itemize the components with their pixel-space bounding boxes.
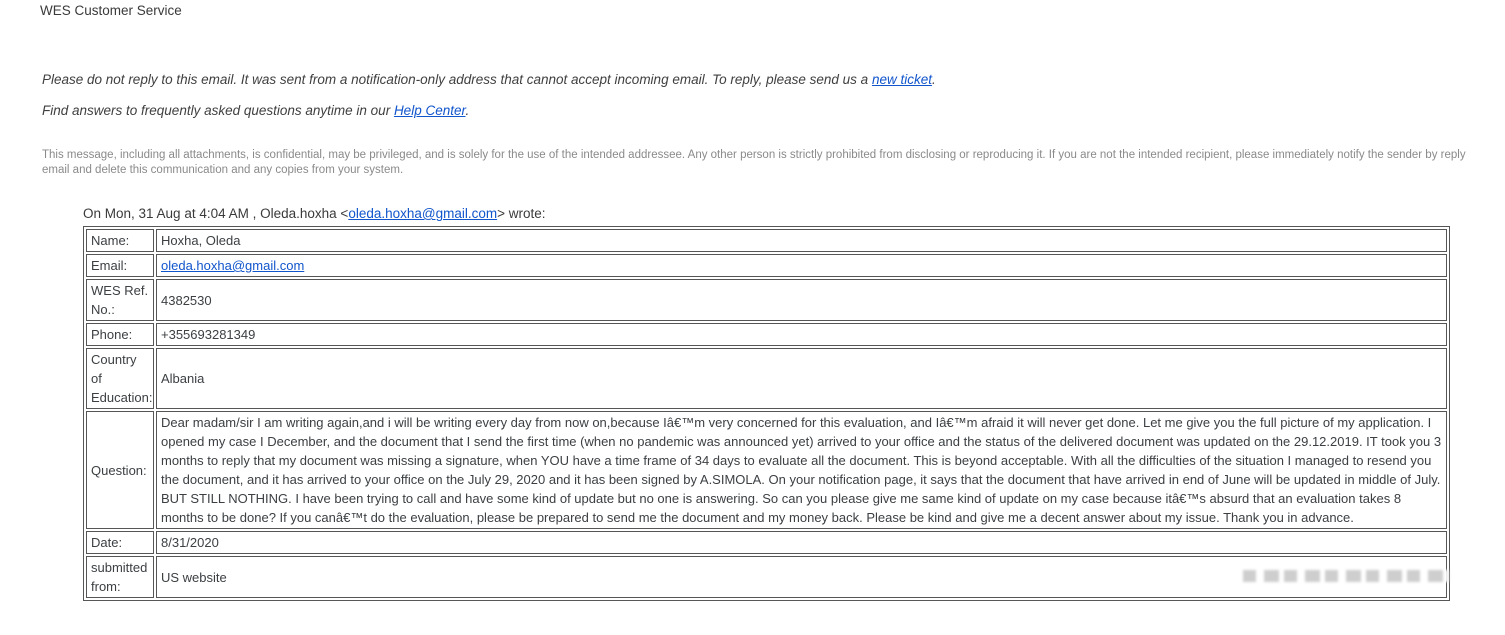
notice-line-2 bbox=[40, 103, 1505, 119]
row-value: Dear madam/sir I am writing again,and i will be writing every day from now on,because Iâ€™m very concerned for this evaluation, and Iâ€™m afraid it will never get done. Let me give you the full picture of my application. I opened my case I December, and the document that I send the first time (when no pandemic was announced yet) arrived to your office and the status of the delivered document was updated on the 29.12.2019. IT took you 3 months to reply that my document was missing a signature, when YOU have a time frame of 34 days to evaluate all the document. This is beyond acceptable. With all the difficulties of the situation I managed to resend you the document, and it has arrived to your office on the July 29, 2020 and it has been signed by A.SIMOLA. On your notification page, it says that the document that have arrived in end of June will be updated in middle of July. BUT STILL NOTHING. I have been trying to call and have some kind of update but no one is answering. So can you please give me same kind of update on my case because itâ€™s absurd that an evaluation takes 8 months to be done? If you canâ€™t do the evaluation, please be prepared to send me the document and my money back. Please be kind and give me a decent answer about my issue. Thank you in advance. bbox=[156, 411, 1447, 529]
table-row bbox=[86, 411, 1447, 529]
row-label: WES Ref. No.: bbox=[86, 279, 154, 321]
ticket-table-body bbox=[86, 229, 1447, 598]
table-row bbox=[86, 323, 1447, 346]
row-value: 4382530 bbox=[156, 279, 1447, 321]
notice-line-1-text: Please do not reply to this email. It was sent from a notification-only address that cannot accept incoming email. To reply, please send us a bbox=[42, 72, 872, 87]
row-value bbox=[156, 254, 1447, 277]
new-ticket-link[interactable]: new ticket bbox=[871, 72, 932, 87]
row-value: US website bbox=[156, 556, 1447, 598]
confidentiality-disclaimer: This message, including all attachments, is confidential, may be privileged, and is solely for the use of the intended addressee. Any other person is strictly prohibited from disclosing or reproducing it. If you are not the intended recipient, please immediately notify the sender by reply email and delete this communication and any copies from your system. bbox=[42, 149, 1466, 176]
quote-attribution-after: > wrote: bbox=[497, 206, 546, 221]
row-label: Phone: bbox=[86, 323, 154, 346]
page-title: WES Customer Service bbox=[40, 3, 182, 18]
row-label: Date: bbox=[86, 531, 154, 554]
notice-line-2-period: . bbox=[465, 103, 470, 118]
row-value: Hoxha, Oleda bbox=[156, 229, 1447, 252]
notice-line-2-text: Find answers to frequently asked questions anytime in our bbox=[42, 103, 394, 118]
row-label: Country of Education: bbox=[86, 348, 154, 409]
notice-line-1-period: . bbox=[931, 72, 936, 87]
table-row bbox=[86, 348, 1447, 409]
table-row bbox=[86, 531, 1447, 554]
help-center-link[interactable]: Help Center bbox=[393, 103, 466, 118]
row-value: +355693281349 bbox=[156, 323, 1447, 346]
quote-attribution-before: On Mon, 31 Aug at 4:04 AM , Oleda.hoxha < bbox=[83, 206, 349, 221]
notice-line-1 bbox=[40, 72, 1505, 88]
sender-email-link[interactable]: oleda.hoxha@gmail.com bbox=[348, 206, 498, 221]
row-label: Question: bbox=[86, 411, 154, 529]
row-value: 8/31/2020 bbox=[156, 531, 1447, 554]
row-value: Albania bbox=[156, 348, 1447, 409]
row-label: submitted from: bbox=[86, 556, 154, 598]
table-row bbox=[86, 279, 1447, 321]
quoted-message bbox=[83, 205, 1505, 601]
table-row bbox=[86, 254, 1447, 277]
quote-attribution bbox=[83, 205, 1505, 222]
redaction-artifact bbox=[1243, 570, 1449, 582]
email-value-link[interactable]: oleda.hoxha@gmail.com bbox=[161, 258, 305, 273]
row-label: Email: bbox=[86, 254, 154, 277]
row-label: Name: bbox=[86, 229, 154, 252]
table-row bbox=[86, 229, 1447, 252]
ticket-table bbox=[83, 226, 1450, 601]
